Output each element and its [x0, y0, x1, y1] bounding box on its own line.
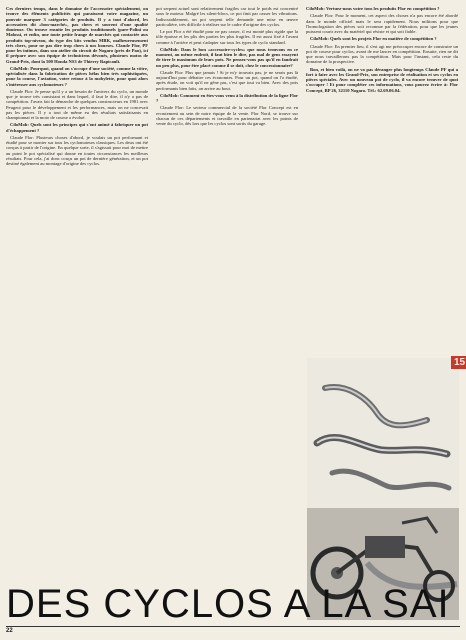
headline: DES CYCLOS A LA SAI	[6, 582, 450, 626]
body-paragraph: Le pot Flor a été étudié pour ne pas casser, il est monté plus rigide que la tôle épaisse et les plis des parties les plus fragiles. Il est aussi fixé à l'avant comme à l'arrière et peut s'adapter sur tous les types de cyclo standard.	[156, 29, 298, 45]
exhaust-pipes-illustration	[307, 358, 459, 620]
intro-paragraph: Ces derniers temps, dans le domaine de l'accessoire spécialement, on trouve des éléments publicités qui paraissent votre magazine, un pouvoir marquer 3 catégories de produits. Il y a tout d'abord, les accessoires dit «bon-marché», pas chers et souvent d'une qualité douteuse. On trouve ensuite les produits traditionnels (pare-Polini ou Malossi, et enfin, une toute petite frange de marchés qui contactée aux produits top-niveau, du type des kits vendus MBK, malheureusement très chers, pour ne pas dire trop chers à nos bourses. Claude Flor, PF pour les intimes, dans son atelier du circuit de Nogaro (près de Pau), ici il prépare avec son équipe de techniciens dévoués, plusieurs motos de Grand-Prix, dont la 500 Honda NS3 de Thierry Rapicault.	[6, 6, 148, 64]
article-column-1	[6, 6, 148, 581]
page-number: 22	[6, 628, 13, 634]
question-paragraph: CiloMob: Pourquoi, quand on s'occupe d'une société, comme la vôtre, spécialisée dans la fabrication de pièces hélas bien très sophistiquées, pour la course, l'aviation, votre retour à la mobylette, pour quoi alors s'intéresser aux cyclomoteurs ?	[6, 65, 148, 87]
question-paragraph: CiloMob: Quels sont les principes qui s'ont animé à fabriquer un pot d'échappement ?	[6, 122, 148, 133]
body-paragraph: pot serpent actuel sont relativement fragiles car tout le poids est concentré sous le moteur. Malgré les silent-blocs, ce pot finit par casser les vibrations. Indiscutablement, un pot serpent telle demande une mise en œuvre particulière, très difficile à réaliser sur le cadre d'origine des cyclos.	[156, 6, 298, 27]
answer-paragraph: Claude Flor: Pour le moment, cet aspect des choses n'a pas encore été abordé dans le monde officiel mais le sera rapidement. Nous militons pour que l'homologation des pièces soit reconnue par la fédération, pour que les jeunes puissent courir avec du matériel qui résiste et qui soit fiable.	[306, 13, 458, 34]
question-paragraph: CiloMob: Comment en êtes-vous venu à la distribution de la ligne Flor ?	[156, 92, 298, 103]
footer-rule	[6, 626, 460, 627]
article-column-2	[156, 6, 298, 581]
question-paragraph: CiloMob: Quels sont les projets Flor en matière de compétition ?	[310, 36, 437, 42]
answer-paragraph: Claude Flor: Le secteur commercial de la société Flor Concept est en recrutement au sein de notre équipe de la vente. Flor Nord, se trouve sur chacun de ces départements et travaille en partenariat avec les points de vente du cyclo, dès lors que les cyclos sont sortis du garage.	[156, 105, 298, 126]
answer-paragraph: Claude Flor: Plusieurs choses d'abord, je voulais un pot performant et étudié pour se monter sur tous les cyclomoteurs classiques. Les deux ont été conçus à partir de l'origine. En quelque sorte, il s'agissait pour moi de mettre au point le pot spécialisé qui donne en toutes circonstances les meilleurs résultats. Pour cela, j'ai donc conçu un pot de dernière génération, et un pot destiné également au montage d'origine des cyclos.	[6, 134, 148, 166]
answer-paragraph: Claude Flor: En premier lieu, il s'est agi me préoccuper encore de construire un pot de course pour cyclos, avant de me lancer en compétition. Ensuite, rien ne dit que nous travaillerons pas la compétition. Mais pour l'instant, cela reste du domaine de la prospective.	[306, 43, 458, 65]
article-column-3	[306, 6, 458, 358]
page-marker: 15	[451, 356, 466, 369]
product-photo	[307, 358, 459, 620]
question-paragraph: CiloMob: Dans le bon «accessoire-cycles» que nous trouvons en ce moment, au même endroit, il faut bien le dire, pas mal de gens essayent de tirer le maximum de leurs pots. Ne pensez-vous pas qu'il en faudrait un peu plus, pour être placé comme il se doit, chez le concessionnaire?	[156, 46, 298, 68]
answer-paragraph: Claude Flor: Plus que jamais ! Si je m'y trouvais pas, je ne serais pas là aujourd'hui pour débattre ces économies. Pour un pot, quand on l'a étudié, après étude, on voit qu'il ne gêne pas, c'est que tout va bien. Avec des pots performants bien faits, on arrive au bout.	[156, 69, 298, 91]
answer-paragraph: Claude Flor: Je pense qu'il y a un besoin de l'univers du cyclo, un monde que je trouve très consistant et dans lequel, il faut le dire, il n'y a pas de compétition. J'avais fait la démarche de quelques constructeurs en 1981 avec Peugeot pour le développement et les performances, mais on ne concevait pas les pièces. Il y a tout de même eu des résultats satisfaisants en championnat et la moto de course a évolué.	[6, 88, 148, 120]
question-paragraph: CiloMob: Vertuez-nous votre tous les produits Flor en compétition ?	[306, 6, 440, 11]
closing-paragraph: Bon, et bien voilà, on ne va pas déranger plus longtemps Claude PF qui a fort à faire avec les Grand-Prix, son entreprise de réalisation et ses cyclos en pièces spéciales. Avec un nouveau pot de cyclo, il va encore trouver de quoi s'occuper ! Et pour compléter ces informations, vous pouvez écrire à: Flor Concept, BP 26, 32110 Nogaro. Tél.: 62.69.06.04.	[306, 66, 458, 93]
